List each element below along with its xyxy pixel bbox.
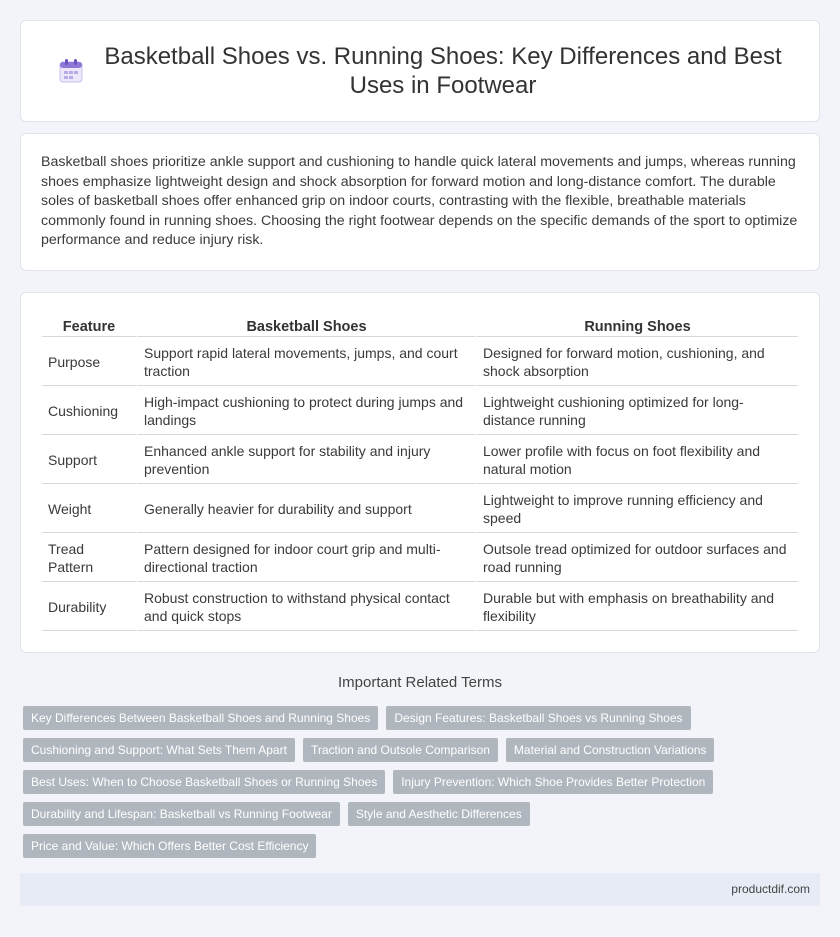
comparison-table bbox=[42, 313, 798, 631]
feature-cell: Cushioning bbox=[42, 386, 136, 435]
related-terms-title: Important Related Terms bbox=[338, 674, 502, 691]
related-term-tag[interactable]: Material and Construction Variations bbox=[506, 738, 715, 762]
related-term-tag[interactable]: Key Differences Between Basketball Shoes and Running Shoes bbox=[23, 706, 378, 730]
calendar-icon bbox=[57, 57, 85, 85]
basketball-cell: Robust construction to withstand physical contact and quick stops bbox=[136, 582, 475, 631]
table-row bbox=[42, 435, 798, 484]
header-feature: Feature bbox=[42, 313, 136, 337]
running-cell: Designed for forward motion, cushioning, and shock absorption bbox=[475, 337, 798, 386]
table-row bbox=[42, 582, 798, 631]
table-row bbox=[42, 484, 798, 533]
basketball-cell: High-impact cushioning to protect during jumps and landings bbox=[136, 386, 475, 435]
feature-cell: Purpose bbox=[42, 337, 136, 386]
table-header-row bbox=[42, 313, 798, 337]
header-basketball: Basketball Shoes bbox=[136, 313, 475, 337]
related-term-tag[interactable]: Style and Aesthetic Differences bbox=[348, 802, 530, 826]
table-row bbox=[42, 386, 798, 435]
header-running: Running Shoes bbox=[475, 313, 798, 337]
intro-card bbox=[20, 133, 820, 271]
table-row bbox=[42, 533, 798, 582]
related-term-tag[interactable]: Best Uses: When to Choose Basketball Shoes or Running Shoes bbox=[23, 770, 385, 794]
page-title: Basketball Shoes vs. Running Shoes: Key Differences and Best Uses in Footwear bbox=[104, 43, 782, 99]
related-term-tag[interactable]: Design Features: Basketball Shoes vs Running Shoes bbox=[386, 706, 690, 730]
basketball-cell: Support rapid lateral movements, jumps, and court traction bbox=[136, 337, 475, 386]
feature-cell: Support bbox=[42, 435, 136, 484]
basketball-cell: Pattern designed for indoor court grip and multi-directional traction bbox=[136, 533, 475, 582]
running-cell: Outsole tread optimized for outdoor surfaces and road running bbox=[475, 533, 798, 582]
running-cell: Lightweight to improve running efficiency and speed bbox=[475, 484, 798, 533]
intro-paragraph: Basketball shoes prioritize ankle support and cushioning to handle quick lateral movements and jumps, whereas running shoes emphasize lightweight design and shock absorption for forward motion and long-distance comfort. The durable soles of basketball shoes offer enhanced grip on indoor courts, contrasting with the flexible, breathable materials commonly found in running shoes. Choosing the right footwear depends on the specific demands of the sport to optimize performance and reduce injury risk. bbox=[41, 154, 798, 249]
related-term-tag[interactable]: Traction and Outsole Comparison bbox=[303, 738, 498, 762]
table-row bbox=[42, 337, 798, 386]
footer-site-link[interactable]: productdif.com bbox=[731, 882, 810, 896]
basketball-cell: Generally heavier for durability and support bbox=[136, 484, 475, 533]
comparison-table-card bbox=[20, 292, 820, 653]
feature-cell: Weight bbox=[42, 484, 136, 533]
feature-cell: Tread Pattern bbox=[42, 533, 136, 582]
running-cell: Lower profile with focus on foot flexibility and natural motion bbox=[475, 435, 798, 484]
feature-cell: Durability bbox=[42, 582, 136, 631]
related-term-tag[interactable]: Cushioning and Support: What Sets Them Apart bbox=[23, 738, 295, 762]
basketball-cell: Enhanced ankle support for stability and injury prevention bbox=[136, 435, 475, 484]
related-term-tag[interactable]: Price and Value: Which Offers Better Cost Efficiency bbox=[23, 834, 316, 858]
related-terms-list bbox=[23, 706, 823, 858]
header-card bbox=[20, 20, 820, 122]
related-term-tag[interactable]: Injury Prevention: Which Shoe Provides Better Protection bbox=[393, 770, 713, 794]
related-term-tag[interactable]: Durability and Lifespan: Basketball vs Running Footwear bbox=[23, 802, 340, 826]
footer bbox=[20, 873, 820, 906]
running-cell: Lightweight cushioning optimized for long-distance running bbox=[475, 386, 798, 435]
running-cell: Durable but with emphasis on breathability and flexibility bbox=[475, 582, 798, 631]
